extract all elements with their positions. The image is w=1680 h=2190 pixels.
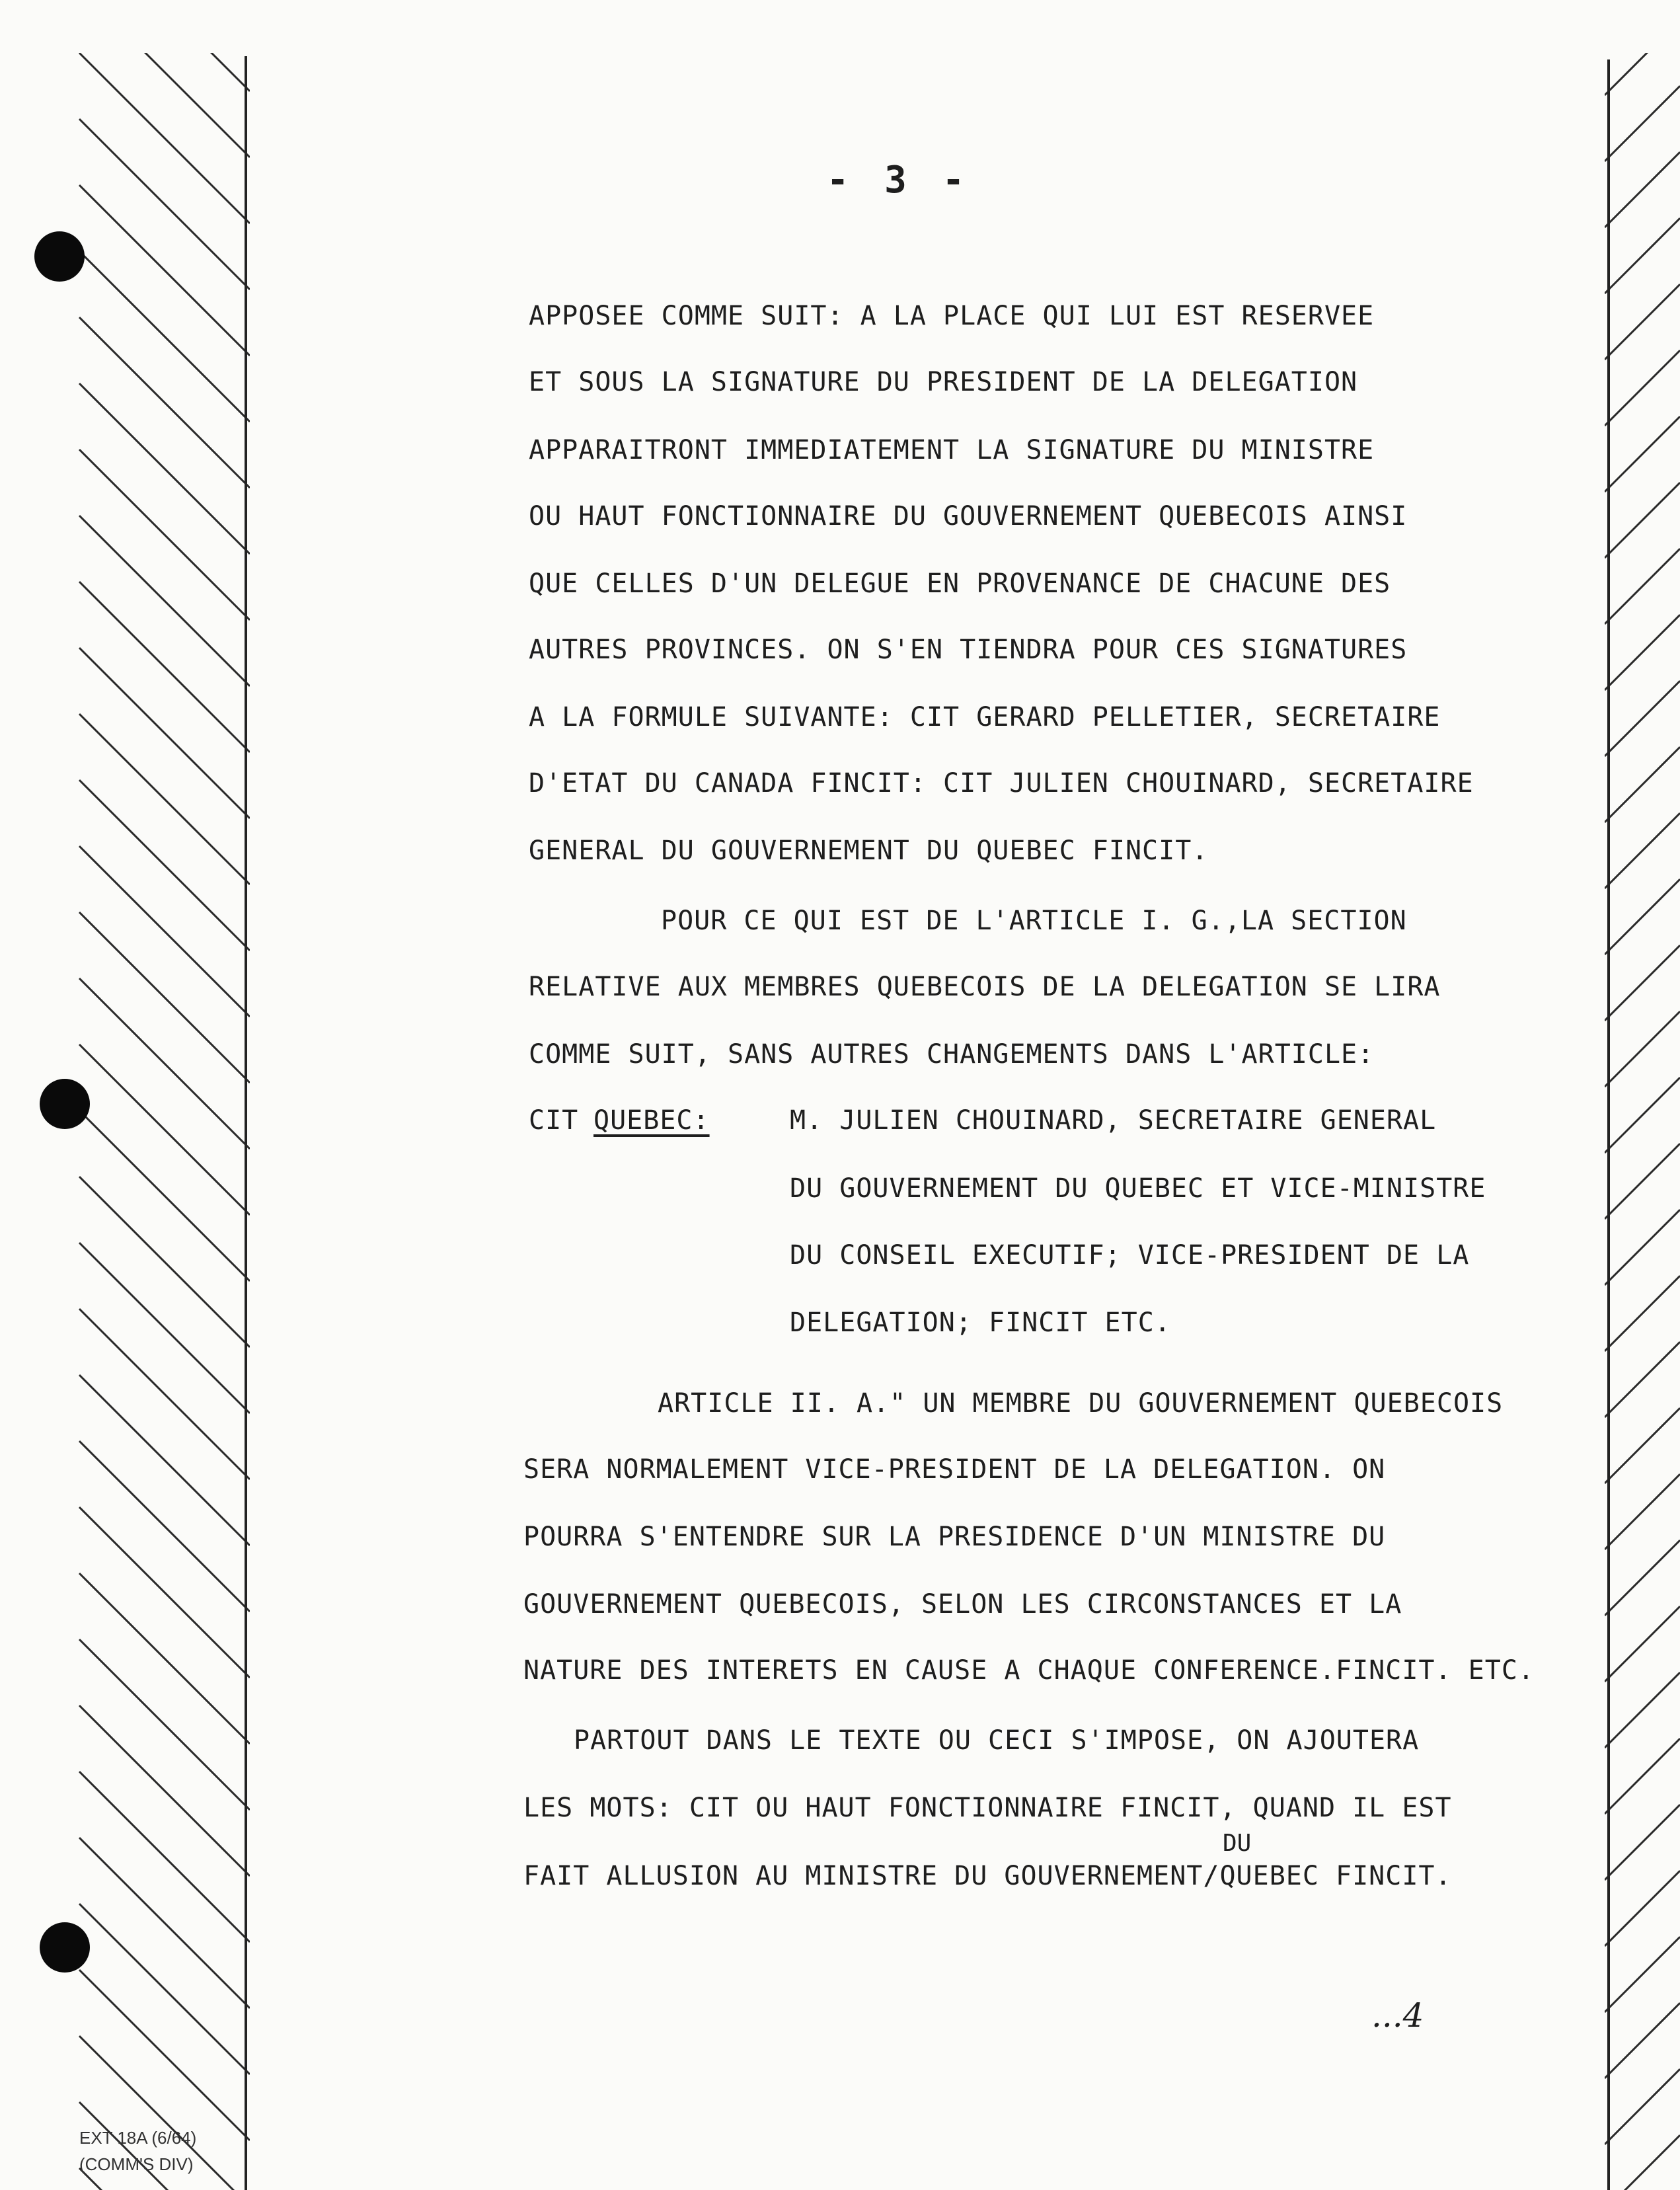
hatch-line — [79, 53, 250, 157]
hatch-line — [79, 1309, 250, 1479]
hatch-line — [1605, 1937, 1680, 2012]
hatch-line — [79, 1573, 250, 1744]
cit-label: CIT — [529, 1105, 579, 1136]
page-number: - 3 - — [826, 159, 972, 202]
hatch-line — [1605, 86, 1680, 161]
hatch-line — [1605, 284, 1680, 360]
binder-hole-bottom — [40, 1922, 90, 1973]
hatch-line — [79, 714, 250, 884]
hatch-line — [1605, 218, 1680, 293]
hatch-line — [1605, 350, 1680, 426]
text-line: RELATIVE AUX MEMBRES QUEBECOIS DE LA DELEGATION SE LIRA — [529, 972, 1441, 1002]
text-line: COMME SUIT, SANS AUTRES CHANGEMENTS DANS L'ARTICLE: — [529, 1039, 1375, 1070]
hatch-line — [79, 582, 250, 752]
hatch-line — [1605, 416, 1680, 492]
text-line: GENERAL DU GOUVERNEMENT DU QUEBEC FINCIT. — [529, 836, 1209, 866]
text-line: QUE CELLES D'UN DELEGUE EN PROVENANCE DE CHACUNE DES — [529, 568, 1391, 599]
hatch-line — [1605, 1474, 1680, 1549]
text-line: LES MOTS: CIT OU HAUT FONCTIONNAIRE FINCIT, QUAND IL EST — [523, 1793, 1452, 1823]
hatch-line — [1605, 615, 1680, 690]
hatch-line — [1605, 1540, 1680, 1616]
text-line: DU GOUVERNEMENT DU QUEBEC ET VICE-MINISTRE — [790, 1173, 1486, 1204]
hatch-line — [79, 1639, 250, 1810]
hatch-line — [1605, 1276, 1680, 1351]
hatch-line — [79, 846, 250, 1017]
hatch-line — [1605, 2135, 1680, 2190]
hatch-line — [1605, 1739, 1680, 1814]
hatch-line — [79, 1441, 250, 1612]
text-line: GOUVERNEMENT QUEBECOIS, SELON LES CIRCONSTANCES ET LA — [523, 1589, 1402, 1620]
text-line: DELEGATION; FINCIT ETC. — [790, 1308, 1171, 1338]
hatch-line — [79, 1044, 250, 1215]
hatch-line — [79, 1904, 250, 2074]
text-line: ARTICLE II. A." UN MEMBRE DU GOUVERNEMENT QUEBECOIS — [658, 1388, 1504, 1419]
text-line: D'ETAT DU CANADA FINCIT: CIT JULIEN CHOUINARD, SECRETAIRE — [529, 768, 1474, 799]
hatch-line — [1605, 1144, 1680, 1219]
text-line: M. JULIEN CHOUINARD, SECRETAIRE GENERAL — [790, 1105, 1437, 1136]
hatch-line — [1605, 2069, 1680, 2144]
form-code-line1: EXT 18A (6/64) — [79, 2128, 197, 2148]
hatch-line — [79, 1375, 250, 1545]
left-hatched-margin — [0, 53, 250, 2190]
hatch-line — [79, 516, 250, 686]
hatch-line — [79, 1772, 250, 1942]
hatch-line — [1605, 1210, 1680, 1285]
hatch-line — [1605, 879, 1680, 955]
continuation-marker: ...4 — [1371, 1996, 1424, 2035]
hatch-line — [1605, 1011, 1680, 1087]
hatch-line — [1605, 1606, 1680, 1682]
text-line: AUTRES PROVINCES. ON S'EN TIENDRA POUR CES SIGNATURES — [529, 635, 1408, 665]
hatch-line — [79, 251, 250, 422]
right-hatched-margin — [1605, 53, 1680, 2190]
right-margin-rule — [1607, 59, 1610, 2190]
hatch-line — [1605, 53, 1680, 95]
text-line: SERA NORMALEMENT VICE-PRESIDENT DE LA DELEGATION. ON — [523, 1454, 1386, 1485]
hatch-line — [1605, 1408, 1680, 1483]
hatch-line — [79, 1243, 250, 1413]
hatch-line — [1605, 1871, 1680, 1946]
quebec-label: QUEBEC: — [593, 1105, 710, 1136]
hatch-line — [1605, 1672, 1680, 1748]
hatch-line — [1605, 1805, 1680, 1880]
hatch-line — [79, 978, 250, 1149]
hatch-line — [79, 1838, 250, 2008]
text-line: NATURE DES INTERETS EN CAUSE A CHAQUE CONFERENCE.FINCIT. ETC. — [523, 1655, 1535, 1686]
hatch-line — [79, 1705, 250, 1876]
hatch-line — [1605, 1077, 1680, 1153]
text-line: OU HAUT FONCTIONNAIRE DU GOUVERNEMENT QUEBECOIS AINSI — [529, 501, 1408, 531]
hatch-line — [79, 780, 250, 951]
hatch-line — [79, 648, 250, 818]
hatch-line — [1605, 945, 1680, 1021]
text-line: POURRA S'ENTENDRE SUR LA PRESIDENCE D'UN MINISTRE DU — [523, 1522, 1386, 1552]
binder-hole-middle — [40, 1079, 90, 1129]
hatch-line — [1605, 747, 1680, 822]
left-margin-rule — [245, 56, 247, 2190]
text-line: ET SOUS LA SIGNATURE DU PRESIDENT DE LA DELEGATION — [529, 367, 1358, 397]
text-line: APPOSEE COMME SUIT: A LA PLACE QUI LUI EST RESERVEE — [529, 301, 1375, 331]
hatch-line — [79, 450, 250, 620]
text-line: A LA FORMULE SUIVANTE: CIT GERARD PELLETIER, SECRETAIRE — [529, 702, 1441, 732]
hatch-line — [79, 185, 250, 356]
text-line: DU CONSEIL EXECUTIF; VICE-PRESIDENT DE LA — [790, 1240, 1470, 1271]
text-line: FAIT ALLUSION AU MINISTRE DU GOUVERNEMENT/QUEBEC FINCIT. — [523, 1861, 1452, 1891]
hatch-line — [1605, 549, 1680, 624]
inserted-word: DU — [1223, 1830, 1252, 1857]
hatch-line — [79, 317, 250, 488]
text-line: PARTOUT DANS LE TEXTE OU CECI S'IMPOSE, ON AJOUTERA — [574, 1725, 1420, 1756]
binder-hole-top — [34, 231, 85, 282]
hatch-line — [1605, 2003, 1680, 2078]
hatch-line — [79, 119, 250, 290]
hatch-line — [79, 1111, 250, 1281]
text-line: POUR CE QUI EST DE L'ARTICLE I. G.,LA SECTION — [661, 906, 1407, 936]
hatch-line — [1605, 483, 1680, 558]
hatch-line — [79, 912, 250, 1083]
hatch-line — [1605, 813, 1680, 888]
hatch-line — [1605, 681, 1680, 756]
hatch-line — [79, 1970, 250, 2140]
form-code-line2: (COMM'S DIV) — [79, 2154, 194, 2174]
hatch-line — [79, 383, 250, 554]
hatch-line — [1605, 1342, 1680, 1417]
hatch-line — [79, 1177, 250, 1347]
text-line: APPARAITRONT IMMEDIATEMENT LA SIGNATURE DU MINISTRE — [529, 435, 1375, 465]
hatch-line — [79, 1507, 250, 1678]
